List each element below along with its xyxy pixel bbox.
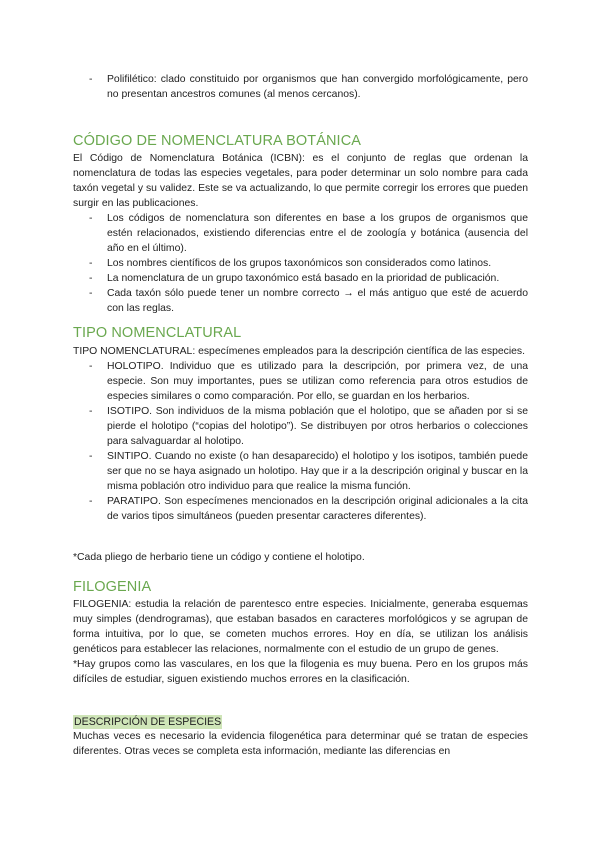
- tipo-section: [73, 344, 528, 524]
- codigo-heading: CÓDIGO DE NOMENCLATURA BOTÁNICA: [73, 133, 362, 149]
- tipo-paragraph: TIPO NOMENCLATURAL: especímenes empleados para la descripción científica de las especies.: [73, 346, 525, 357]
- list-item: - HOLOTIPO. Individuo que es utilizado para la descripción, por primera vez, de una especie. Son muy importantes, pues se utilizan como referencia para otros estudios de especies similares o como comparación. Por ello, se guardan en los herbarios.: [89, 361, 528, 402]
- bullet-marker: -: [89, 361, 93, 372]
- codigo-bullets: [73, 211, 528, 316]
- list-item: - Polifilético: clado constituido por organismos que han convergido morfológicamente, pero no presentan ancestros comunes (al menos cercanos).: [89, 74, 528, 100]
- bullet-marker: -: [89, 451, 93, 462]
- filogenia-note: *Hay grupos como las vasculares, en los que la filogenia es muy buena. Pero en los grupos más difíciles de estudiar, siguen existiendo muchos errores en la clasificación.: [73, 659, 528, 685]
- bullet-marker: -: [89, 288, 93, 299]
- list-item: - PARATIPO. Son especímenes mencionados en la descripción original adicionales a la cita de varios tipos simultáneos (pueden presentar caracteres diferentes).: [89, 496, 528, 522]
- tipo-note: *Cada pliego de herbario tiene un código y contiene el holotipo.: [73, 552, 365, 563]
- bullet-marker: -: [89, 406, 93, 417]
- filogenia-paragraph: FILOGENIA: estudia la relación de parentesco entre especies. Inicialmente, generaba esquemas muy simples (dendrogramas), que estaban basados en caracteres morfológicos y se agrupan de forma intuitiva, por lo que, se cometen muchos errores. Hoy en día, se utilizan los análisis genéticos para establecer las relaciones, normalmente con el estudio de un grupo de genes.: [73, 599, 528, 655]
- filogenia-heading: FILOGENIA: [73, 579, 152, 595]
- bullet-marker: -: [89, 74, 93, 85]
- bullet-marker: -: [89, 213, 93, 224]
- bullet-marker: -: [89, 273, 93, 284]
- tipo-heading: TIPO NOMENCLATURAL: [73, 325, 242, 341]
- list-item: - La nomenclatura de un grupo taxonómico está basado en la prioridad de publicación.: [89, 273, 500, 284]
- list-item: - SINTIPO. Cuando no existe (o han desaparecido) el holotipo y los isotipos, también puede ser que no se haya asignado un holotipo. Hay que ir a la descripción original y buscar en la misma población otro individuo para que realice la misma función.: [89, 451, 528, 492]
- codigo-paragraph: El Código de Nomenclatura Botánica (ICBN): es el conjunto de reglas que ordenan la nomenclatura de todas las especies vegetales, para poder determinar un solo nombre para cada taxón vegetal y su validez. Este se va actualizando, lo que permite corregir los errores que pueden surgir en las publicaciones.: [73, 153, 528, 209]
- list-item: - Los códigos de nomenclatura son diferentes en base a los grupos de organismos que estén relacionados, existiendo diferencias entre el de zoología y botánica (ausencia del año en el último).: [89, 213, 528, 254]
- list-item: - Los nombres científicos de los grupos taxonómicos son considerados como latinos.: [89, 258, 492, 269]
- bullet-marker: -: [89, 496, 93, 507]
- bullet-marker: -: [89, 258, 93, 269]
- descripcion-paragraph: Muchas veces es necesario la evidencia filogenética para determinar qué se tratan de especies diferentes. Otras veces se completa esta información, mediante las diferencias en: [73, 731, 528, 757]
- descripcion-section: [73, 729, 528, 759]
- descripcion-heading-row: [73, 712, 528, 730]
- list-item: - ISOTIPO. Son individuos de la misma población que el holotipo, que se añaden por si se pierde el holotipo (“copias del holotipo”). Se distribuyen por otros herbarios o colecciones para salvaguardar al holotipo.: [89, 406, 528, 447]
- descripcion-heading: DESCRIPCIÓN DE ESPECIES: [74, 716, 222, 728]
- top-bullet-list: [73, 72, 528, 102]
- tipo-bullets: [73, 359, 528, 524]
- list-item: - Cada taxón sólo puede tener un nombre correcto → el más antiguo que esté de acuerdo con las reglas.: [89, 288, 528, 314]
- filogenia-section: [73, 597, 528, 687]
- codigo-section: [73, 151, 528, 316]
